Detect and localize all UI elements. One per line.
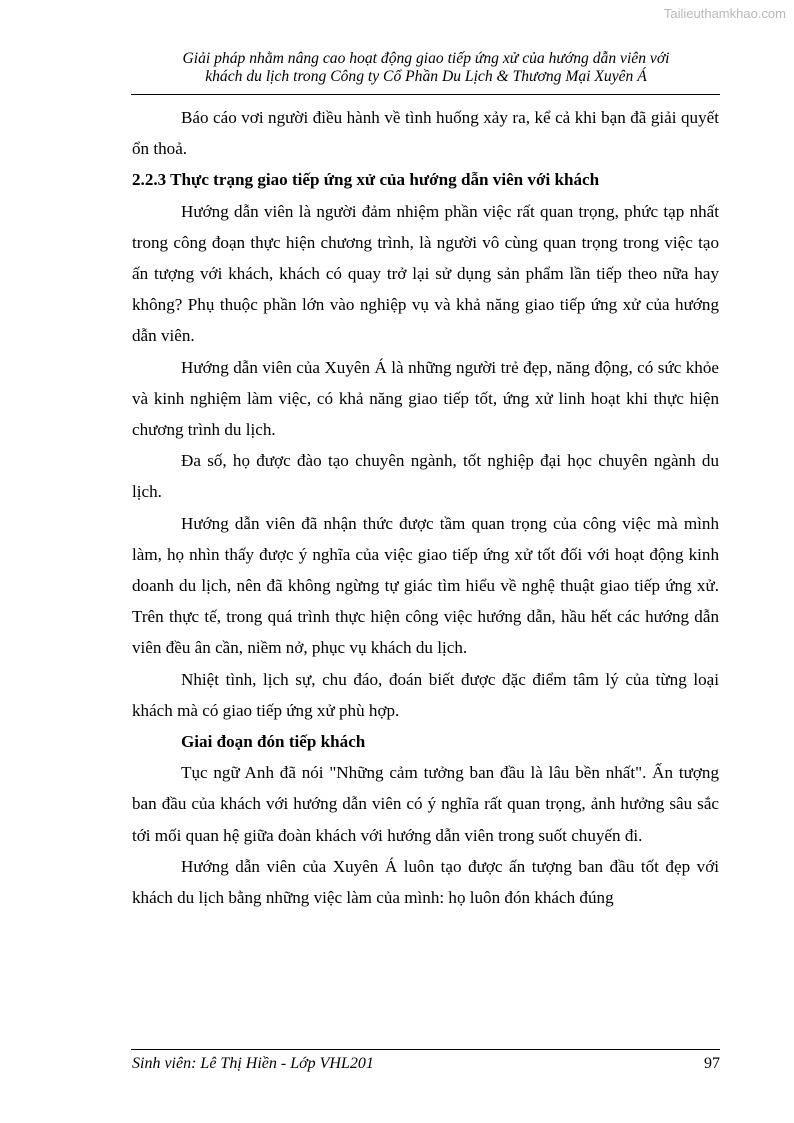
running-header [131, 50, 721, 86]
paragraph: Đa số, họ được đào tạo chuyên ngành, tốt nghiệp đại học chuyên ngành du lịch. [132, 451, 719, 502]
subsection-heading: Giai đoạn đón tiếp khách [181, 732, 366, 752]
paragraph: Báo cáo vơi người điều hành về tình huống xảy ra, kể cả khi bạn đã giải quyết ổn thoả. [132, 108, 719, 159]
paragraph: Tục ngữ Anh đã nói "Những cảm tưởng ban đầu là lâu bền nhất". Ấn tượng ban đầu của khách với hướng dẫn viên có ý nghĩa rất quan trọng, ảnh hưởng sâu sắc tới mối quan hệ giữa đoàn khách với hướng dẫn viên trong suốt chuyến đi. [132, 763, 719, 845]
header-line-1: Giải pháp nhằm nâng cao hoạt động giao tiếp ứng xử của hướng dẫn viên với [182, 50, 670, 67]
paragraph: Hướng dẫn viên là người đảm nhiệm phần việc rất quan trọng, phức tạp nhất trong công đoạn thực hiện chương trình, là người vô cùng quan trọng trong việc tạo ấn tượng với khách, khách có quay trở lại sử dụng sản phẩm lần tiếp theo nữa hay không? Phụ thuộc phần lớn vào nghiệp vụ và khả năng giao tiếp ứng xử của hướng dẫn viên. [132, 201, 719, 346]
paragraph: Hướng dẫn viên đã nhận thức được tầm quan trọng của công việc mà mình làm, họ nhìn thấy được ý nghĩa của việc giao tiếp ứng xử tốt đối với hoạt động kinh doanh du lịch, nên đã không ngừng tự giác tìm hiểu về nghệ thuật giao tiếp ứng xử. Trên thực tế, trong quá trình thực hiện công việc hướng dẫn, hầu hết các hướng dẫn viên đều ân cần, niềm nở, phục vụ khách du lịch. [132, 513, 719, 658]
page-number: 97 [704, 1055, 720, 1072]
paragraph: Hướng dẫn viên của Xuyên Á luôn tạo được ấn tượng ban đầu tốt đẹp với khách du lịch bằng những việc làm của mình: họ luôn đón khách đúng [132, 856, 719, 908]
footer-divider [131, 1049, 720, 1050]
page-body [132, 102, 719, 913]
header-line-2: khách du lịch trong Công ty Cổ Phần Du Lịch & Thương Mại Xuyên Á [205, 68, 647, 85]
paragraph: Nhiệt tình, lịch sự, chu đáo, đoán biết được đặc điểm tâm lý của từng loại khách mà có giao tiếp ứng xử phù hợp. [132, 669, 719, 720]
footer-author: Sinh viên: Lê Thị Hiền - Lớp VHL201 [132, 1055, 374, 1072]
paragraph: Hướng dẫn viên của Xuyên Á là những người trẻ đẹp, năng động, có sức khỏe và kinh nghiệm làm việc, có khả năng giao tiếp tốt, ứng xử linh hoạt khi thực hiện chương trình du lịch. [132, 357, 719, 440]
header-divider [131, 94, 720, 95]
section-heading: 2.2.3 Thực trạng giao tiếp ứng xử của hướng dẫn viên với khách [132, 170, 600, 190]
watermark: Tailieuthamkhao.com [663, 6, 786, 21]
